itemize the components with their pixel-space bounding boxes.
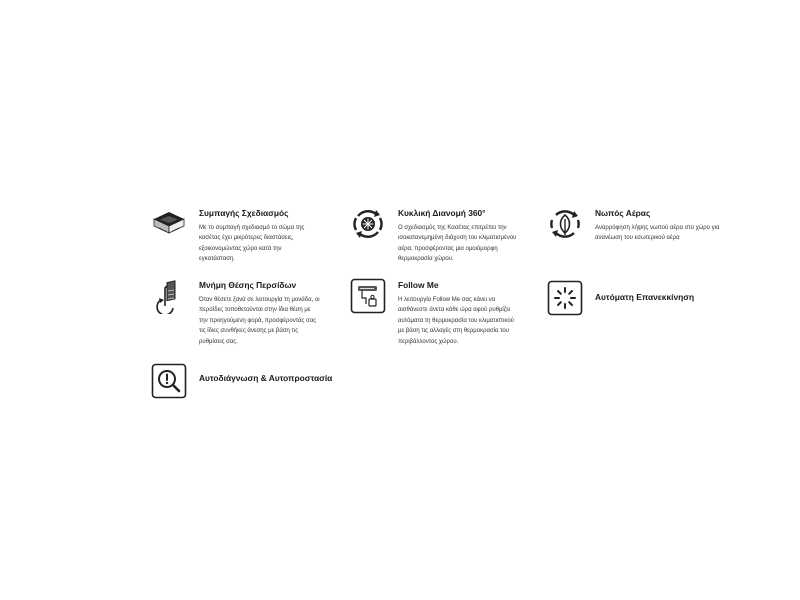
feature-description: Όταν θέσετε ξανά σε λειτουργία τη μονάδα, οι περσίδες τοποθετούνται στην ίδια θέση με την προηγούμενη φορά, προσφέροντάς σας τις ίδιες συνθήκες άνεσης με βάση τις ρυθμίσεις σας. [199,297,320,345]
feature-compact-design [151,206,304,265]
feature-description: Ο σχεδιασμός της Κασέτας επιτρέπει την ισοκατανεμημένη διάχυση του κλιματισμένου αέρα, προσφέροντας μια ομοιόμορφη θερμοκρασία χώρου. [398,225,517,263]
fresh-air-leaf-icon [547,206,583,242]
feature-title: Αυτοδιάγνωση & Αυτοπροστασία [199,373,333,383]
circular-airflow-360-icon [350,206,386,242]
feature-follow-me [350,278,514,347]
cassette-unit-icon [151,206,187,242]
follow-me-remote-icon [350,278,386,314]
self-diagnosis-icon [151,363,187,399]
feature-fresh-air [547,206,720,244]
feature-self-diagnosis [151,363,332,399]
feature-title: Κυκλική Διανομή 360° [398,208,486,218]
feature-title: Αυτόματη Επανεκκίνηση [595,292,695,302]
feature-description: Με το συμπαγή σχεδιασμό το σώμα της κασέτας έχει μικρότερες διαστάσεις, εξοικονομώντας χώρο κατά την εγκατάσταση. [199,225,305,263]
louver-memory-icon [151,278,187,314]
feature-title: Συμπαγής Σχεδιασμός [199,208,289,218]
feature-title: Μνήμη Θέσης Περσίδων [199,280,297,290]
auto-restart-icon [547,280,583,316]
feature-circular-distribution [350,206,516,265]
feature-description: Η λειτουργία Follow Me σας κάνει να αισθάνεστε άνετα κάθε ώρα αφού ρυθμίζει αυτόματα τη θερμοκρασία του κλιματιστικού με βάση τις αλλαγές στη θερμοκρασία του περιβάλλοντος χώρου. [398,297,514,345]
feature-title: Follow Me [398,280,439,290]
feature-title: Νωπός Αέρας [595,208,651,218]
feature-louver-memory [151,278,320,347]
feature-auto-restart [547,280,694,316]
feature-description: Αναρρόφηση λήψης νωπού αέρα στο χώρο για ανανέωση του εσωτερικού αέρα [595,225,720,242]
